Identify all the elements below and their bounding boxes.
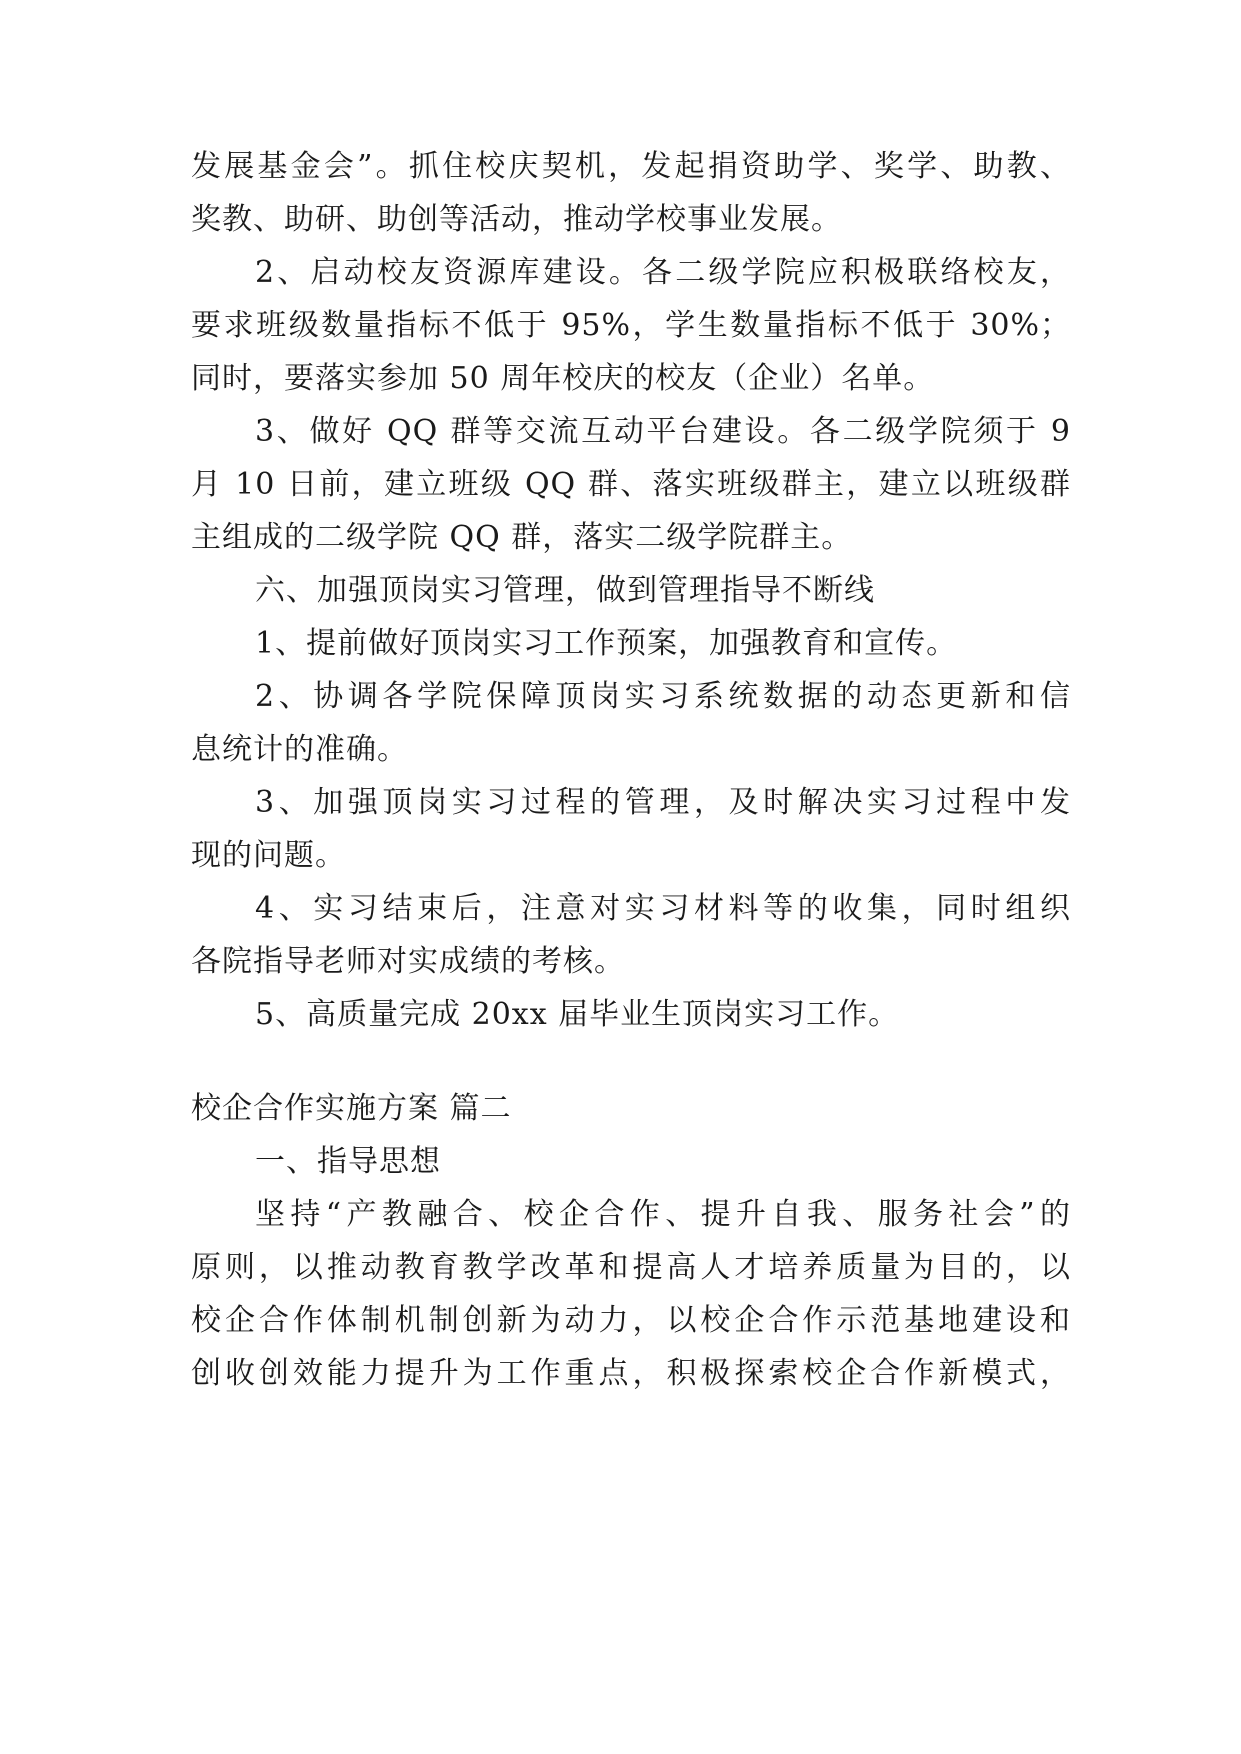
paragraph-line: 同时，要落实参加 50 周年校庆的校友（企业）名单。 <box>191 361 935 396</box>
paragraph-line: 3、加强顶岗实习过程的管理，及时解决实习过程中发 <box>255 785 1071 820</box>
paragraph-line: 坚持“产教融合、校企合作、提升自我、服务社会”的 <box>255 1197 1071 1232</box>
paragraph-line: 现的问题。 <box>191 838 346 873</box>
paragraph-line: 发展基金会”。抓住校庆契机，发起捐资助学、奖学、助教、 <box>191 149 1071 184</box>
paragraph-line: 原则，以推动教育教学改革和提高人才培养质量为目的，以 <box>191 1250 1071 1285</box>
paragraph-line: 息统计的准确。 <box>191 732 408 767</box>
paragraph-line: 3、做好 QQ 群等交流互动平台建设。各二级学院须于 9 <box>255 414 1071 449</box>
paragraph-line: 奖教、助研、助创等活动，推动学校事业发展。 <box>191 202 842 237</box>
paragraph-line: 各院指导老师对实成绩的考核。 <box>191 944 625 979</box>
paragraph-line: 校企合作体制机制创新为动力，以校企合作示范基地建设和 <box>191 1303 1071 1338</box>
paragraph-line: 1、提前做好顶岗实习工作预案，加强教育和宣传。 <box>255 626 958 661</box>
article-title: 校企合作实施方案 篇二 <box>191 1091 512 1126</box>
paragraph-line: 月 10 日前，建立班级 QQ 群、落实班级群主，建立以班级群 <box>191 467 1071 502</box>
paragraph-line: 要求班级数量指标不低于 95%，学生数量指标不低于 30%； <box>191 308 1071 343</box>
paragraph-line: 5、高质量完成 20xx 届毕业生顶岗实习工作。 <box>255 997 900 1032</box>
paragraph-line: 4、实习结束后，注意对实习材料等的收集，同时组织 <box>255 891 1071 926</box>
section-heading: 六、加强顶岗实习管理，做到管理指导不断线 <box>255 573 875 608</box>
paragraph-line: 主组成的二级学院 QQ 群，落实二级学院群主。 <box>191 520 853 555</box>
paragraph-line: 2、启动校友资源库建设。各二级学院应积极联络校友， <box>255 255 1071 290</box>
paragraph-line: 2、协调各学院保障顶岗实习系统数据的动态更新和信 <box>255 679 1071 714</box>
paragraph-line: 创收创效能力提升为工作重点，积极探索校企合作新模式， <box>191 1356 1071 1391</box>
section-heading: 一、指导思想 <box>255 1144 441 1179</box>
